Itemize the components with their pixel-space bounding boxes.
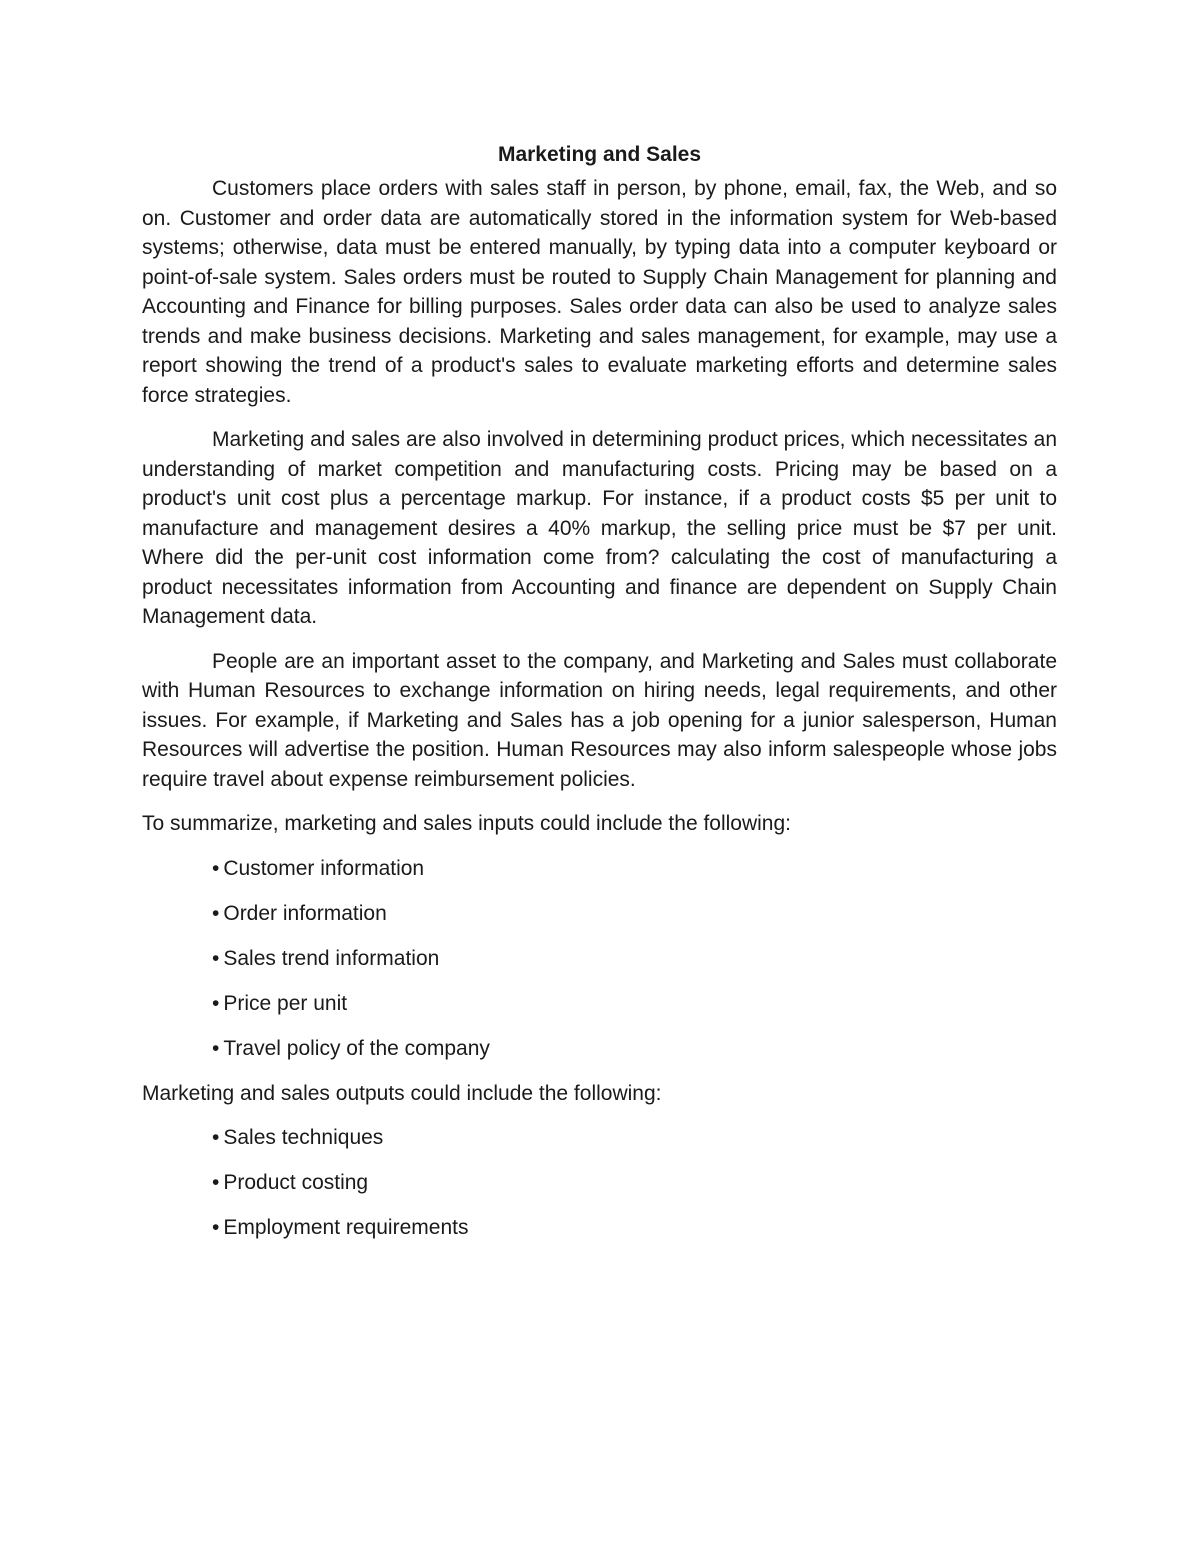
bullet-icon: • — [212, 1171, 220, 1194]
document-page — [142, 140, 1057, 1258]
list-item — [212, 854, 1057, 884]
bullet-icon: • — [212, 946, 220, 970]
list-item-text: Sales techniques — [223, 1126, 384, 1149]
list-item — [212, 1034, 1057, 1064]
list-item — [212, 899, 1057, 929]
list-item-text: Customer information — [223, 856, 425, 880]
paragraph-pricing: Marketing and sales are also involved in determining product prices, which necessitates an understanding of market competition and manufacturing costs. Pricing may be based on a product's unit cost plus a percentage markup. For instance, if a product costs $5 per unit to manufacture and management desires a 40% markup, the selling price must be $7 per unit. Where did the per-unit cost information come from? calculating the cost of manufacturing a product necessitates information from Accounting and finance are dependent on Supply Chain Management data. — [142, 428, 1057, 628]
list-item — [212, 989, 1057, 1019]
list-item-text: Order information — [223, 901, 387, 925]
list-item-text: Employment requirements — [223, 1216, 469, 1239]
list-item-text: Sales trend information — [223, 946, 440, 970]
list-item-text: Travel policy of the company — [223, 1036, 490, 1060]
outputs-intro: Marketing and sales outputs could include the following: — [142, 1081, 662, 1105]
outputs-list — [142, 1123, 1057, 1243]
bullet-icon: • — [212, 856, 220, 880]
bullet-icon: • — [212, 1126, 220, 1149]
inputs-intro: To summarize, marketing and sales inputs could include the following: — [142, 812, 792, 835]
document-title: Marketing and Sales — [497, 143, 702, 166]
list-item-text: Product costing — [223, 1171, 369, 1194]
bullet-icon: • — [212, 901, 220, 925]
paragraph-orders: Customers place orders with sales staff in person, by phone, email, fax, the Web, and so on. Customer and order data are automatically stored in the information system for Web-based systems; otherwise, data must be entered manually, by typing data into a computer keyboard or point-of-sale system. Sales orders must be routed to Supply Chain Management for planning and Accounting and Finance for billing purposes. Sales order data can also be used to analyze sales trends and make business decisions. Marketing and sales management, for example, may use a report showing the trend of a product's sales to evaluate marketing efforts and determine sales force strategies. — [142, 177, 1057, 407]
paragraph-human-resources: People are an important asset to the company, and Marketing and Sales must collaborate with Human Resources to exchange information on hiring needs, legal requirements, and other issues. For example, if Marketing and Sales has a job opening for a junior salesperson, Human Resources will advertise the position. Human Resources may also inform salespeople whose jobs require travel about expense reimbursement policies. — [142, 649, 1057, 791]
list-item — [212, 1123, 1057, 1153]
list-item-text: Price per unit — [223, 991, 348, 1015]
list-item — [212, 1213, 1057, 1243]
list-item — [212, 944, 1057, 974]
list-item — [212, 1168, 1057, 1198]
bullet-icon: • — [212, 1216, 220, 1239]
bullet-icon: • — [212, 991, 220, 1015]
inputs-list — [142, 854, 1057, 1064]
bullet-icon: • — [212, 1036, 220, 1060]
